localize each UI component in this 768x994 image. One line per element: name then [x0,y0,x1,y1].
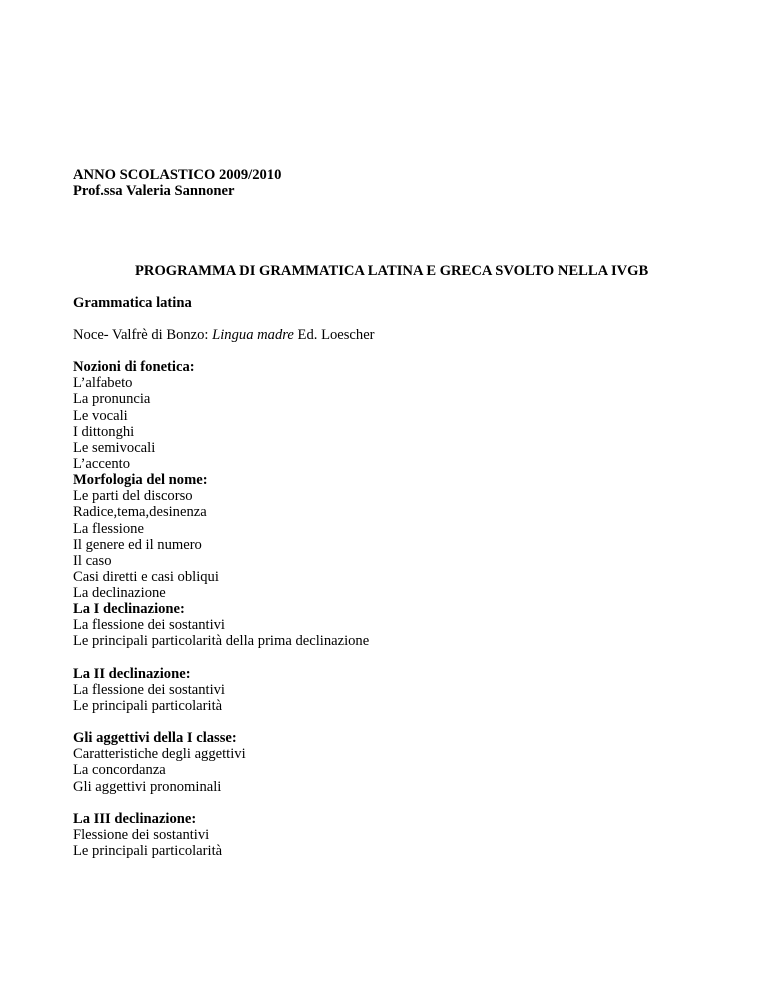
list-item: Le vocali [73,407,128,424]
section-ii-declinazione [73,666,225,715]
textbook-publisher: Ed. Loescher [293,327,375,343]
section-fonetica [73,359,195,472]
list-item: Le principali particolarità [73,843,223,860]
list-item: L’accento [73,456,130,473]
section-iii-declinazione [73,811,222,860]
list-item: La flessione dei sostantivi [73,617,225,634]
list-item: Le parti del discorso [73,488,193,505]
list-item: Le principali particolarità [73,698,223,715]
subject-heading [73,295,728,311]
list-item: Le semivocali [73,440,156,457]
list-item: Il genere ed il numero [73,536,202,553]
textbook-line [73,327,728,343]
section-heading: Gli aggettivi della I classe: [73,730,237,746]
textbook-reference [73,327,728,343]
section-heading: La III declinazione: [73,811,197,827]
section-aggettivi [73,730,246,795]
section-heading: Nozioni di fonetica: [73,359,195,375]
subject-text: Grammatica latina [73,295,192,311]
list-item: Caratteristiche degli aggettivi [73,746,246,763]
list-item: Casi diretti e casi obliqui [73,569,219,586]
list-item: La concordanza [73,762,166,779]
list-item: I dittonghi [73,423,135,440]
document-title [135,263,728,279]
list-item: Radice,tema,desinenza [73,504,207,521]
textbook-authors: Noce- Valfrè di Bonzo: [73,327,213,343]
list-item: Gli aggettivi pronominali [73,778,222,795]
list-item: La flessione dei sostantivi [73,682,225,699]
list-item: Le principali particolarità della prima declinazione [73,633,370,650]
section-heading: La I declinazione: [73,601,185,617]
list-item: L’alfabeto [73,375,133,392]
list-item: Il caso [73,553,112,570]
school-year: ANNO SCOLASTICO 2009/2010 [73,167,282,183]
teacher-name: Prof.ssa Valeria Sannoner [73,183,235,200]
textbook-title: Lingua madre [212,327,294,343]
list-item: La flessione [73,520,144,537]
section-i-declinazione [73,601,369,650]
list-item: La declinazione [73,585,166,602]
section-heading: La II declinazione: [73,666,191,682]
title-text: PROGRAMMA DI GRAMMATICA LATINA E GRECA SVOLTO NELLA IVGB [135,263,649,279]
section-heading: Morfologia del nome: [73,472,208,488]
header [73,167,728,199]
section-morfologia [73,472,219,602]
list-item: La pronuncia [73,391,151,408]
list-item: Flessione dei sostantivi [73,827,210,844]
